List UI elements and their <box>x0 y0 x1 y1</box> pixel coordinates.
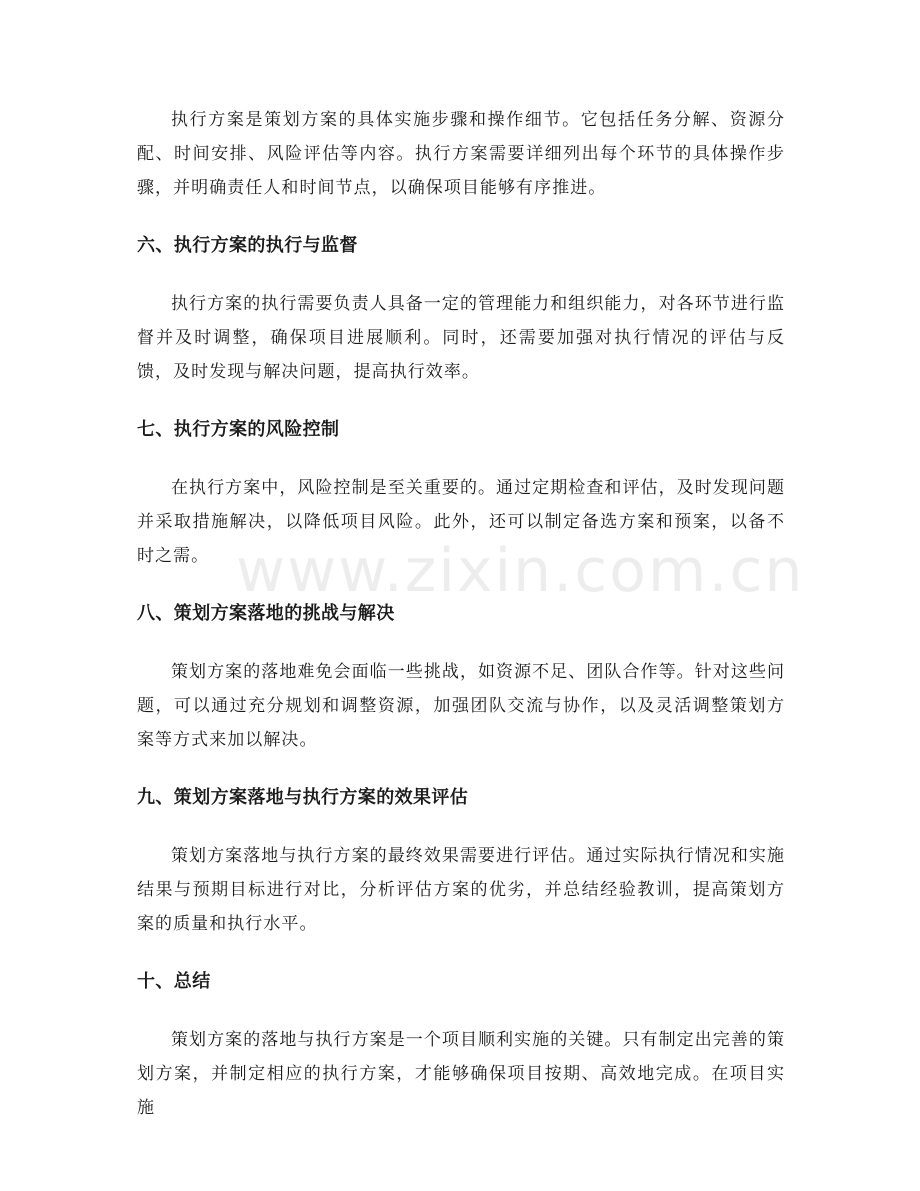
section-paragraph-9: 策划方案落地与执行方案的最终效果需要进行评估。通过实际执行情况和实施结果与预期目标进行对比，分析评估方案的优劣，并总结经验教训，提高策划方案的质量和执行水平。 <box>137 846 785 934</box>
section-paragraph-8: 策划方案的落地难免会面临一些挑战，如资源不足、团队合作等。针对这些问题，可以通过充分规划和调整资源，加强团队交流与协作，以及灵活调整策划方案等方式来加以解决。 <box>137 662 785 750</box>
section-heading-10: 十、总结 <box>137 971 211 992</box>
section-paragraph-7: 在执行方案中，风险控制是至关重要的。通过定期检查和评估，及时发现问题并采取措施解决，以降低项目风险。此外，还可以制定备选方案和预案，以备不时之需。 <box>137 478 785 566</box>
section-heading-9: 九、策划方案落地与执行方案的效果评估 <box>137 787 469 808</box>
document-body <box>137 103 785 1125</box>
section-heading-6: 六、执行方案的执行与监督 <box>137 235 358 256</box>
intro-paragraph: 执行方案是策划方案的具体实施步骤和操作细节。它包括任务分解、资源分配、时间安排、风险评估等内容。执行方案需要详细列出每个环节的具体操作步骤，并明确责任人和时间节点，以确保项目能够有序推进。 <box>137 110 785 198</box>
section-paragraph-10: 策划方案的落地与执行方案是一个项目顺利实施的关键。只有制定出完善的策划方案，并制定相应的执行方案，才能够确保项目按期、高效地完成。在项目实施 <box>137 1030 785 1118</box>
watermark: www.zixin.com.cn <box>236 536 805 606</box>
section-heading-7: 七、执行方案的风险控制 <box>137 419 340 440</box>
section-paragraph-6: 执行方案的执行需要负责人具备一定的管理能力和组织能力，对各环节进行监督并及时调整，确保项目进展顺利。同时，还需要加强对执行情况的评估与反馈，及时发现与解决问题，提高执行效率。 <box>137 294 785 382</box>
section-heading-8: 八、策划方案落地的挑战与解决 <box>137 603 395 624</box>
